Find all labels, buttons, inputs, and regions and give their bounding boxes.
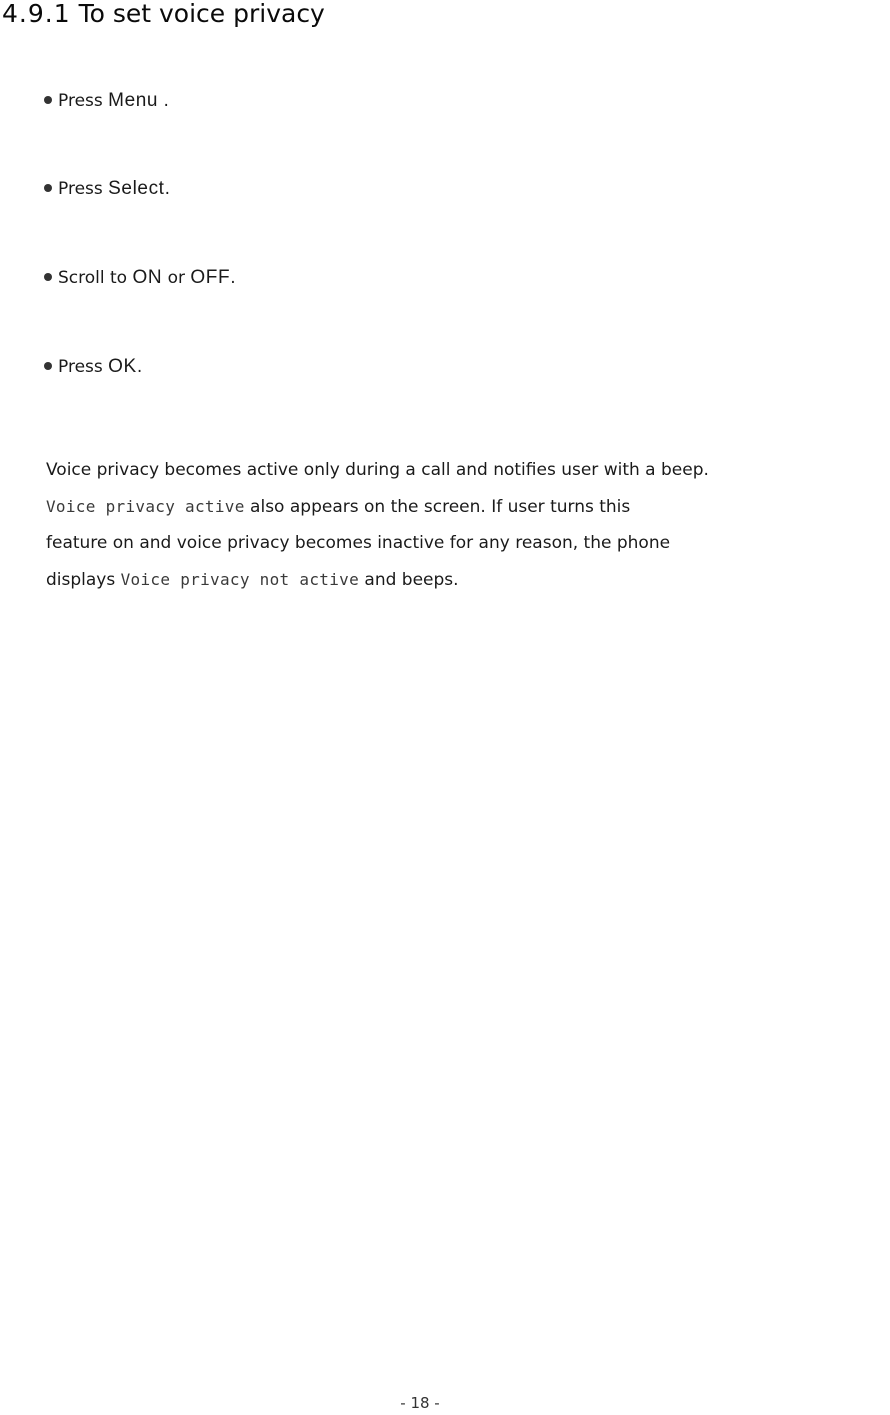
step-suffix: .	[230, 268, 236, 288]
bullet-icon	[44, 273, 52, 281]
step-suffix: .	[164, 179, 170, 199]
section-title: To set voice privacy	[78, 0, 325, 28]
step-press-ok	[44, 355, 142, 379]
key-off: OFF	[190, 267, 231, 288]
key-select: Select	[108, 178, 165, 199]
paragraph-line-4-prefix: displays	[46, 569, 121, 590]
description-paragraph	[46, 452, 888, 598]
paragraph-line-1: Voice privacy becomes active only during a call and notifies user with a beep.	[46, 460, 709, 480]
key-menu: Menu	[108, 90, 159, 111]
paragraph-line-2	[46, 489, 888, 526]
paragraph-line-2-rest: also appears on the screen. If user turns this	[244, 496, 631, 517]
step-prefix: Press	[58, 179, 109, 199]
step-suffix: .	[136, 357, 143, 377]
step-press-select	[44, 177, 170, 201]
step-prefix: Press	[58, 357, 109, 377]
bullet-icon	[44, 362, 52, 370]
paragraph-line-4	[46, 562, 888, 599]
step-prefix: Press	[58, 91, 109, 111]
step-suffix: .	[158, 91, 169, 111]
paragraph-line-3: feature on and voice privacy becomes inactive for any reason, the phone	[46, 533, 671, 553]
bullet-icon	[44, 184, 52, 192]
step-scroll-on-off	[44, 266, 236, 290]
paragraph-line-4-suffix: and beeps.	[359, 569, 459, 590]
key-on: ON	[132, 267, 163, 288]
screen-text-voice-privacy-active: Voice privacy active	[46, 496, 245, 516]
step-middle: or	[162, 268, 191, 288]
section-heading	[2, 0, 325, 30]
key-ok: OK	[108, 356, 137, 377]
screen-text-voice-privacy-not-active: Voice privacy not active	[120, 569, 360, 589]
bullet-icon	[44, 96, 52, 104]
step-prefix: Scroll to	[58, 268, 133, 288]
section-number: 4.9.1	[2, 0, 71, 28]
page-number: - 18 -	[400, 1394, 440, 1412]
step-press-menu	[44, 89, 169, 113]
